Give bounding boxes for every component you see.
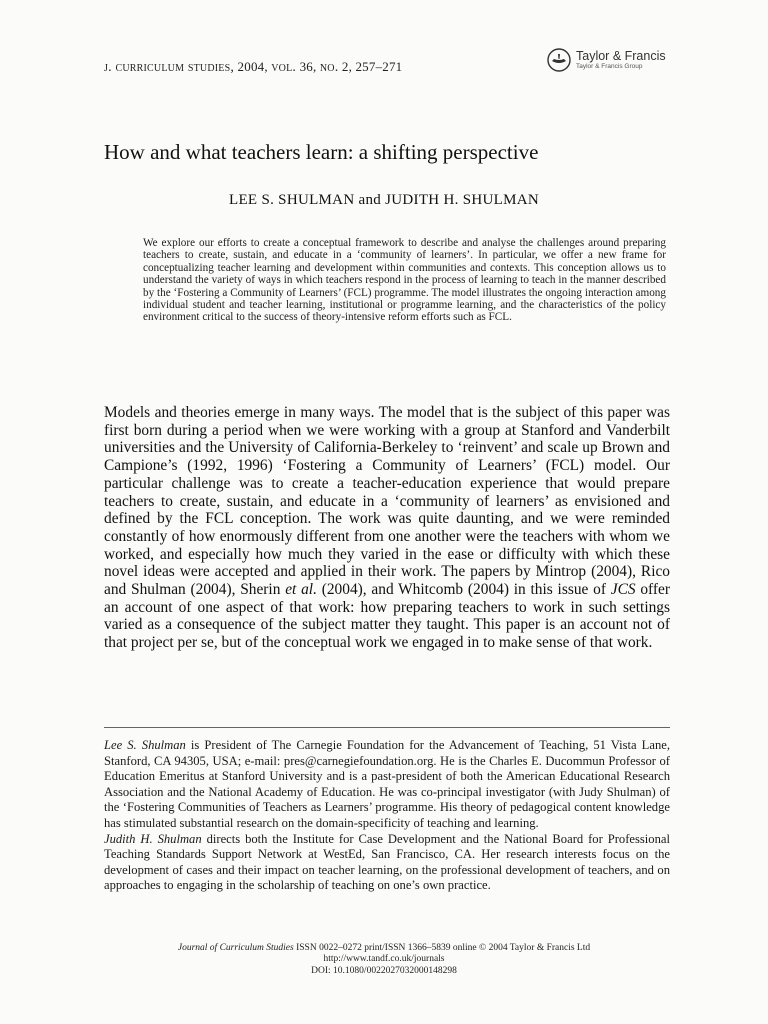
colophon-journal: Journal of Curriculum Studies — [177, 943, 294, 953]
running-head-year: 2004, — [237, 59, 268, 74]
running-head-vol: 36, — [299, 59, 317, 74]
body-text-part1: Models and theories emerge in many ways. The model that is the subject of this paper was first born during a period when we were working with a group at Stanford and Vanderbilt universities and the University of California-Berkeley to ‘reinvent’ and scale up Brown and Campione’s (1992, 1996) ‘Fostering a Community of Learners’ (FCL) model. Our particular challenge was to create a teacher-education experience that would prepare teachers to create, sustain, and educate in a ‘community of learners’ as envisioned and defined by the FCL conception. The work was quite daunting, and we were reminded constantly of how enormously different from one another were the teachers with whom we worked, and especially how much they varied in the ease or difficulty with which these novel ideas were accepted and applied in their work. The papers by Mintrop (2004), Rico and Shulman (2004), Sherin — [104, 404, 670, 599]
publisher-name: Taylor & Francis — [576, 48, 666, 63]
publisher-logo-icon — [546, 47, 572, 73]
author-line — [0, 192, 768, 209]
running-head-no-label: no. — [319, 60, 339, 75]
running-head-journal: j. curriculum studies, — [104, 60, 235, 75]
author-footnotes — [104, 738, 670, 894]
footnote-judith-name: Judith H. Shulman — [104, 831, 202, 846]
footnote-divider — [104, 727, 670, 728]
running-head-vol-label: vol. — [271, 60, 297, 75]
body-text-part3: offer an account of one aspect of that work: how preparing teachers to work in such settings varied as a consequence of the subject matter they taught. This paper is an account not of that project per se, but of the conceptual work we engaged in to make sense of that work. — [104, 581, 670, 652]
footnote-judith-shulman — [104, 832, 670, 894]
footnote-lee-shulman — [104, 738, 670, 832]
footnote-lee-name: Lee S. Shulman — [104, 738, 186, 752]
author-judith-shulman: JUDITH H. SHULMAN — [385, 192, 539, 208]
running-head-no: 2, — [341, 59, 353, 74]
colophon-issn-line — [0, 943, 768, 954]
body-text-jcs: JCS — [610, 581, 636, 599]
footnote-judith-bio: directs both the Institute for Case Development and the National Board for Professional Teaching Standards Support Network at WestEd, San Francisco, CA. Her research interests focus on the development of cases and their impact on teacher learning, on the professional development of teachers, and on approaches to engaging in the scholarship of teaching on one’s own practice. — [104, 831, 670, 893]
publisher-group: Taylor & Francis Group — [576, 63, 643, 71]
author-conjunction: and — [358, 192, 382, 208]
body-text-part2: (2004), and Whitcomb (2004) in this issue of — [316, 581, 611, 599]
body-paragraph — [104, 404, 670, 652]
colophon-issn: ISSN 0022–0272 print/ISSN 1366–5839 online © 2004 Taylor & Francis Ltd — [293, 943, 591, 953]
running-head — [104, 59, 402, 76]
publisher-block — [546, 47, 666, 73]
colophon-doi: DOI: 10.1080/0022027032000148298 — [311, 965, 457, 976]
journal-url-link[interactable]: http://www.tandf.co.uk/journals — [323, 954, 445, 965]
article-title: How and what teachers learn: a shifting perspective — [104, 140, 539, 164]
abstract: We explore our efforts to create a conceptual framework to describe and analyse the challenges around preparing teachers to create, sustain, and educate in a ‘community of learners’. In particular, we offer a new frame for conceptualizing teacher learning and development within communities and contexts. This conception allows us to understand the variety of ways in which teachers respond in the process of learning to teach in the manner described by the ‘Fostering a Community of Learners’ (FCL) programme. The model illustrates the ongoing interaction among individual student and teacher learning, institutional or programme learning, and the characteristics of the policy environment critical to the success of theory-intensive reform efforts such as FCL. — [143, 237, 666, 324]
colophon — [0, 943, 768, 977]
author-lee-shulman: LEE S. SHULMAN — [229, 192, 355, 208]
footnote-lee-bio: is President of The Carnegie Foundation for the Advancement of Teaching, 51 Vista Lane, Stanford, CA 94305, USA; e-mail: pres@carnegiefoundation.org. He is the Charles E. Ducommun Professor of Education Emeritus at Stanford University and is a past-president of both the American Educational Research Association and the National Academy of Education. He was co-principal investigator (with Judy Shulman) of the ‘Fostering Communities of Teachers as Learners’ programme. His theory of pedagogical content knowledge has stimulated substantial research on the domain-specificity of teaching and learning. — [104, 738, 670, 830]
running-head-pages: 257–271 — [355, 59, 403, 74]
body-text-et-al: et al. — [285, 581, 317, 599]
